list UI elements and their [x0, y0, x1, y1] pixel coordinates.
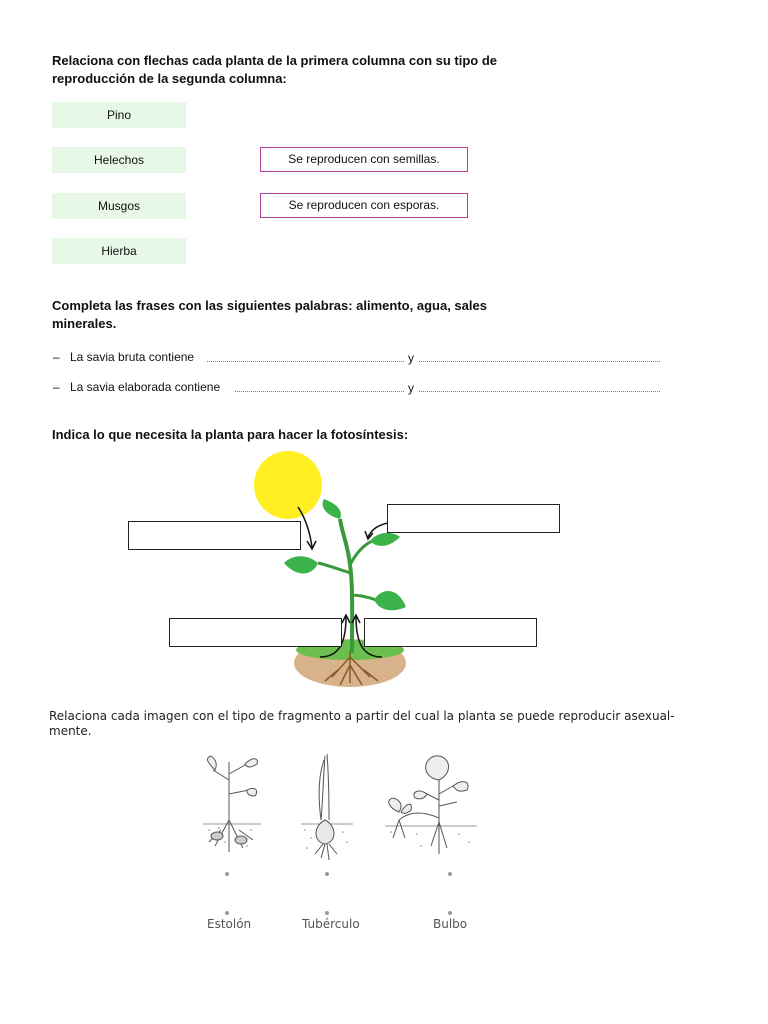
section4-heading-line2: mente.	[49, 724, 92, 738]
repro-box-semillas[interactable]: Se reproducen con semillas.	[260, 147, 468, 172]
plant-box-hierba[interactable]: Hierba	[52, 238, 186, 264]
leaf-right-lower	[374, 591, 406, 610]
sentence-1-text: La savia bruta contiene	[70, 350, 195, 364]
leaf-right-upper	[370, 533, 400, 546]
plant-box-helechos[interactable]: Helechos	[52, 147, 186, 173]
label-dot-2[interactable]	[325, 911, 329, 915]
photosynthesis-diagram	[120, 445, 580, 695]
answer-box-bottom-left[interactable]	[169, 618, 342, 647]
plant-box-pino[interactable]: Pino	[52, 102, 186, 128]
answer-box-bottom-right[interactable]	[364, 618, 537, 647]
section3-heading: Indica lo que necesita la planta para hacer la fotosíntesis:	[52, 427, 409, 442]
leaf-top	[323, 499, 341, 519]
leaf-left	[284, 556, 318, 573]
answer-dot-1[interactable]	[225, 872, 229, 876]
sun-icon	[254, 451, 322, 519]
section1-heading-line2: reproducción de la segunda columna:	[52, 71, 287, 86]
section2-heading-line2: minerales.	[52, 316, 117, 331]
answer-box-top-right[interactable]	[387, 504, 560, 533]
section4-heading-line1: Relaciona cada imagen con el tipo de fragmento a partir del cual la planta se puede reproducir asexual-	[49, 709, 675, 723]
plant-box-musgos[interactable]: Musgos	[52, 193, 186, 219]
sentence-1-blank-2[interactable]	[419, 361, 660, 362]
repro-box-esporas[interactable]: Se reproducen con esporas.	[260, 193, 468, 218]
answer-dot-2[interactable]	[325, 872, 329, 876]
sentence-1-blank-1[interactable]	[207, 361, 404, 362]
label-dot-1[interactable]	[225, 911, 229, 915]
strawberry-runner-illustration	[381, 750, 481, 862]
sentence-2-dash: –	[53, 380, 60, 394]
sentence-1-dash: –	[53, 350, 60, 364]
label-estolon: Estolón	[207, 917, 252, 931]
sentence-2-blank-2[interactable]	[419, 391, 660, 392]
sentence-2-text: La savia elaborada contiene	[70, 380, 221, 394]
section1-heading-line1: Relaciona con flechas cada planta de la primera columna con su tipo de	[52, 53, 498, 68]
section2-heading-line1: Completa las frases con las siguientes palabras: alimento, agua, sales	[52, 298, 487, 313]
sentence-2-blank-1[interactable]	[235, 391, 404, 392]
label-dot-3[interactable]	[448, 911, 452, 915]
label-tuberculo: Tubérculo	[302, 917, 360, 931]
potato-plant-illustration	[195, 750, 267, 862]
answer-dot-3[interactable]	[448, 872, 452, 876]
sentence-1-connector: y	[408, 351, 414, 365]
label-bulbo: Bulbo	[433, 917, 468, 931]
onion-bulb-illustration	[295, 750, 359, 862]
answer-box-top-left[interactable]	[128, 521, 301, 550]
sentence-2-connector: y	[408, 381, 414, 395]
